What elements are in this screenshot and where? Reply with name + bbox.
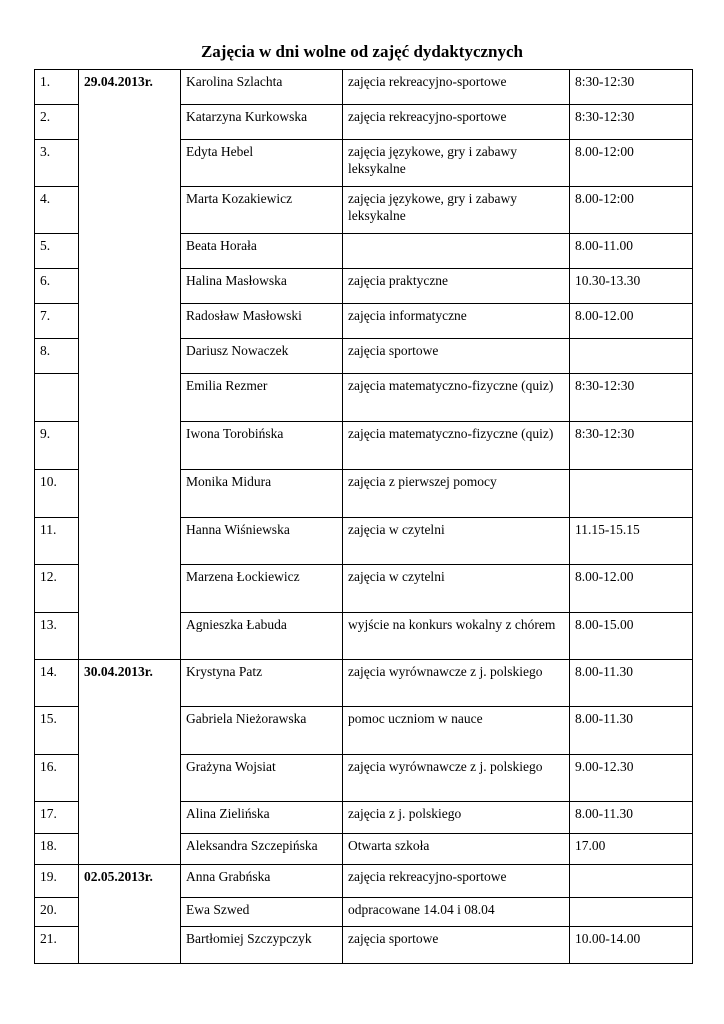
time-range: 8:30-12:30 [570, 374, 693, 422]
time-range: 8.00-11.30 [570, 802, 693, 834]
teacher-name: Dariusz Nowaczek [181, 339, 343, 374]
activity [343, 234, 570, 269]
teacher-name: Agnieszka Łabuda [181, 613, 343, 660]
date-cell: 30.04.2013r. [79, 660, 181, 865]
time-range: 11.15-15.15 [570, 518, 693, 565]
activity: zajęcia z pierwszej pomocy [343, 470, 570, 518]
activity: odpracowane 14.04 i 08.04 [343, 898, 570, 927]
time-range: 8.00-15.00 [570, 613, 693, 660]
row-number: 2. [35, 105, 79, 140]
activity: zajęcia w czytelni [343, 565, 570, 613]
time-range: 8:30-12:30 [570, 422, 693, 470]
activity: zajęcia matematyczno-fizyczne (quiz) [343, 374, 570, 422]
time-range: 8:30-12:30 [570, 70, 693, 105]
row-number [35, 374, 79, 422]
activity: zajęcia językowe, gry i zabawy leksykalne [343, 187, 570, 234]
time-range: 8.00-11.30 [570, 707, 693, 755]
table-row [35, 660, 693, 707]
activity: zajęcia praktyczne [343, 269, 570, 304]
time-range: 10.30-13.30 [570, 269, 693, 304]
time-range: 8:30-12:30 [570, 105, 693, 140]
teacher-name: Grażyna Wojsiat [181, 755, 343, 802]
teacher-name: Bartłomiej Szczypczyk [181, 927, 343, 964]
teacher-name: Hanna Wiśniewska [181, 518, 343, 565]
teacher-name: Alina Zielińska [181, 802, 343, 834]
activity: zajęcia matematyczno-fizyczne (quiz) [343, 422, 570, 470]
time-range: 8.00-12:00 [570, 187, 693, 234]
row-number: 1. [35, 70, 79, 105]
activity: pomoc uczniom w nauce [343, 707, 570, 755]
teacher-name: Edyta Hebel [181, 140, 343, 187]
teacher-name: Anna Grabńska [181, 865, 343, 898]
teacher-name: Marzena Łockiewicz [181, 565, 343, 613]
activity: zajęcia z j. polskiego [343, 802, 570, 834]
teacher-name: Emilia Rezmer [181, 374, 343, 422]
activity: zajęcia wyrównawcze z j. polskiego [343, 755, 570, 802]
teacher-name: Iwona Torobińska [181, 422, 343, 470]
teacher-name: Beata Horała [181, 234, 343, 269]
row-number: 10. [35, 470, 79, 518]
time-range: 9.00-12.30 [570, 755, 693, 802]
row-number: 12. [35, 565, 79, 613]
time-range: 17.00 [570, 834, 693, 865]
row-number: 15. [35, 707, 79, 755]
row-number: 20. [35, 898, 79, 927]
activity: zajęcia rekreacyjno-sportowe [343, 105, 570, 140]
row-number: 8. [35, 339, 79, 374]
time-range [570, 898, 693, 927]
activity: zajęcia sportowe [343, 927, 570, 964]
teacher-name: Karolina Szlachta [181, 70, 343, 105]
row-number: 4. [35, 187, 79, 234]
activity: zajęcia rekreacyjno-sportowe [343, 70, 570, 105]
time-range [570, 339, 693, 374]
row-number: 17. [35, 802, 79, 834]
row-number: 21. [35, 927, 79, 964]
time-range: 8.00-12.00 [570, 565, 693, 613]
row-number: 14. [35, 660, 79, 707]
time-range [570, 470, 693, 518]
page-title: Zajęcia w dni wolne od zajęć dydaktycznych [200, 42, 524, 61]
row-number: 13. [35, 613, 79, 660]
row-number: 5. [35, 234, 79, 269]
row-number: 6. [35, 269, 79, 304]
teacher-name: Marta Kozakiewicz [181, 187, 343, 234]
row-number: 9. [35, 422, 79, 470]
teacher-name: Monika Midura [181, 470, 343, 518]
teacher-name: Katarzyna Kurkowska [181, 105, 343, 140]
teacher-name: Radosław Masłowski [181, 304, 343, 339]
teacher-name: Krystyna Patz [181, 660, 343, 707]
row-number: 18. [35, 834, 79, 865]
activity: zajęcia sportowe [343, 339, 570, 374]
activity: zajęcia językowe, gry i zabawy leksykalne [343, 140, 570, 187]
time-range: 8.00-12.00 [570, 304, 693, 339]
activity: Otwarta szkoła [343, 834, 570, 865]
table-row [35, 865, 693, 898]
teacher-name: Halina Masłowska [181, 269, 343, 304]
time-range [570, 865, 693, 898]
teacher-name: Aleksandra Szczepińska [181, 834, 343, 865]
time-range: 8.00-11.30 [570, 660, 693, 707]
activity: zajęcia informatyczne [343, 304, 570, 339]
table-row [35, 70, 693, 105]
activity: zajęcia wyrównawcze z j. polskiego [343, 660, 570, 707]
row-number: 11. [35, 518, 79, 565]
row-number: 7. [35, 304, 79, 339]
date-cell: 02.05.2013r. [79, 865, 181, 964]
schedule-table [34, 69, 693, 964]
date-cell: 29.04.2013r. [79, 70, 181, 660]
time-range: 8.00-11.00 [570, 234, 693, 269]
activity: zajęcia rekreacyjno-sportowe [343, 865, 570, 898]
row-number: 19. [35, 865, 79, 898]
time-range: 10.00-14.00 [570, 927, 693, 964]
row-number: 3. [35, 140, 79, 187]
teacher-name: Gabriela Nieżorawska [181, 707, 343, 755]
teacher-name: Ewa Szwed [181, 898, 343, 927]
time-range: 8.00-12:00 [570, 140, 693, 187]
activity: zajęcia w czytelni [343, 518, 570, 565]
activity: wyjście na konkurs wokalny z chórem [343, 613, 570, 660]
row-number: 16. [35, 755, 79, 802]
